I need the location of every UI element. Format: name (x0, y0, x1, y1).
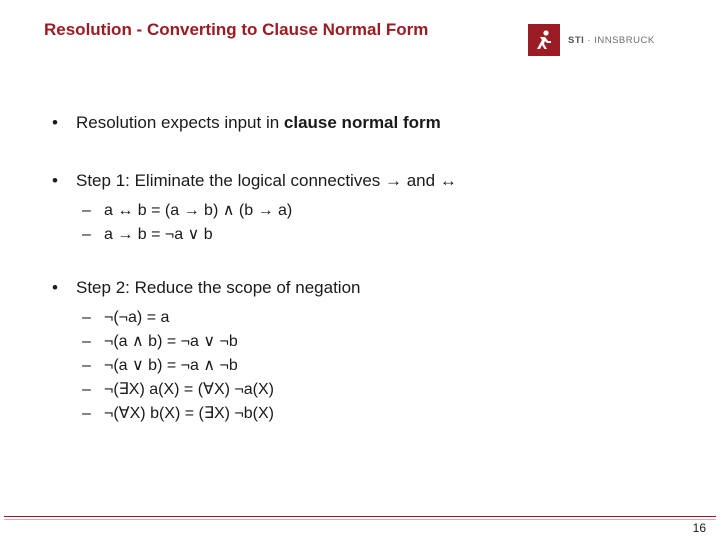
sti-innsbruck-logo (528, 24, 655, 56)
sti-figure-icon (528, 24, 560, 56)
footer-divider-light (4, 519, 716, 520)
bullet-3-sub-1: – ¬(¬a) = a (82, 309, 170, 326)
bullet-2-sub-1: – a ↔ b = (a → b) ∧ (b → a) (82, 202, 293, 219)
page-number: 16 (692, 521, 706, 535)
bullet-3: • Step 2: Reduce the scope of negation (52, 278, 361, 297)
bullet-1: • Resolution expects input in clause normal form (52, 113, 441, 132)
bullet-3-sub-4: – ¬(∃X) a(X) = (∀X) ¬a(X) (82, 381, 274, 398)
bullet-3-sub-5: – ¬(∀X) b(X) = (∃X) ¬b(X) (82, 405, 274, 422)
bullet-3-sub-2: – ¬(a ∧ b) = ¬a ∨ ¬b (82, 333, 238, 350)
slide-title: Resolution - Converting to Clause Normal Form (44, 20, 429, 39)
bullet-3-sub-3: – ¬(a ∨ b) = ¬a ∧ ¬b (82, 357, 238, 374)
bullet-2-sub-2: – a → b = ¬a ∨ b (82, 226, 213, 243)
bullet-2: • Step 1: Eliminate the logical connectives → and ↔ (52, 171, 457, 190)
footer-divider (4, 516, 716, 517)
logo-wordmark: STI · INNSBRUCK (568, 34, 655, 46)
